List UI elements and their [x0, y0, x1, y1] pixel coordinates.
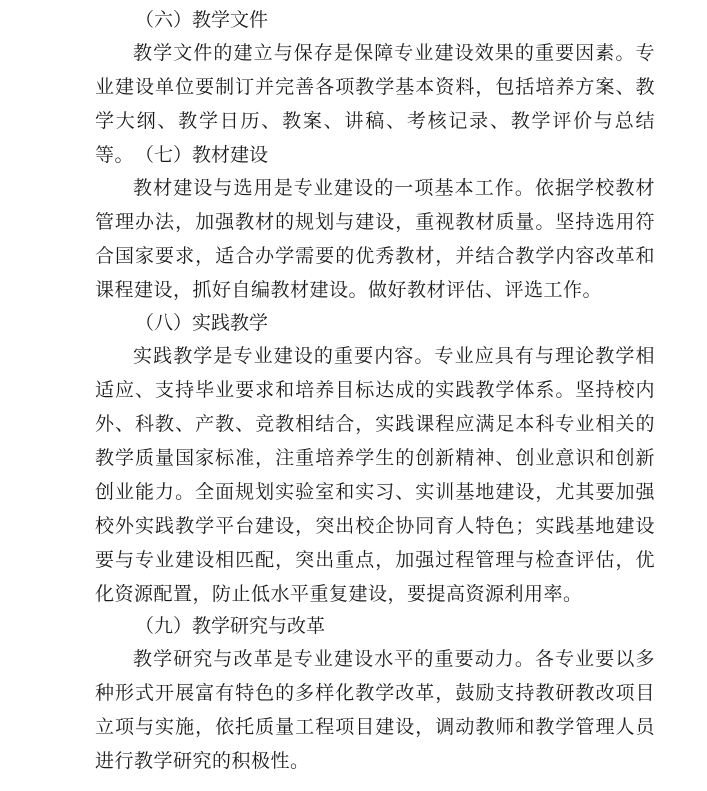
section-body: 教材建设与选用是专业建设的一项基本工作。依据学校教材管理办法，加强教材的规划与建设，重视教材质量。坚持选用符合国家要求，适合办学需要的优秀教材，并结合教学内容改革和课程建设，抓好自编教材建设。做好教材评估、评选工作。 [95, 177, 655, 301]
section-heading: （八）实践教学 [135, 312, 269, 334]
section-heading: （六）教学文件 [135, 9, 269, 31]
section-heading: （九）教学研究与改革 [135, 615, 326, 637]
section-textbook-construction [95, 143, 655, 307]
section-body: 教学文件的建立与保存是保障专业建设效果的重要因素。专业建设单位要制订并完善各项教学基本资料，包括培养方案、教学大纲、教学日历、教案、讲稿、考核记录、教学评价与总结等。 [95, 42, 655, 166]
section-body: 实践教学是专业建设的重要内容。专业应具有与理论教学相适应、支持毕业要求和培养目标达成的实践教学体系。坚持校内外、科教、产教、竞教相结合，实践课程应满足本科专业相关的教学质量国家标准，注重培养学生的创新精神、创业意识和创新创业能力。全面规划实验室和实习、实训基地建设，尤其要加强校外实践教学平台建设，突出校企协同育人特色；实践基地建设要与专业建设相匹配，突出重点，加强过程管理与检查评估，优化资源配置，防止低水平重复建设，要提高资源利用率。 [95, 345, 655, 605]
section-practical-teaching [95, 311, 655, 611]
section-body: 教学研究与改革是专业建设水平的重要动力。各专业要以多种形式开展富有特色的多样化教学改革，鼓励支持教研教改项目立项与实施，依托质量工程项目建设，调动教师和教学管理人员进行教学研究的积极性。 [95, 648, 655, 772]
section-teaching-research-reform [95, 614, 655, 778]
section-heading: （七）教材建设 [135, 144, 269, 166]
